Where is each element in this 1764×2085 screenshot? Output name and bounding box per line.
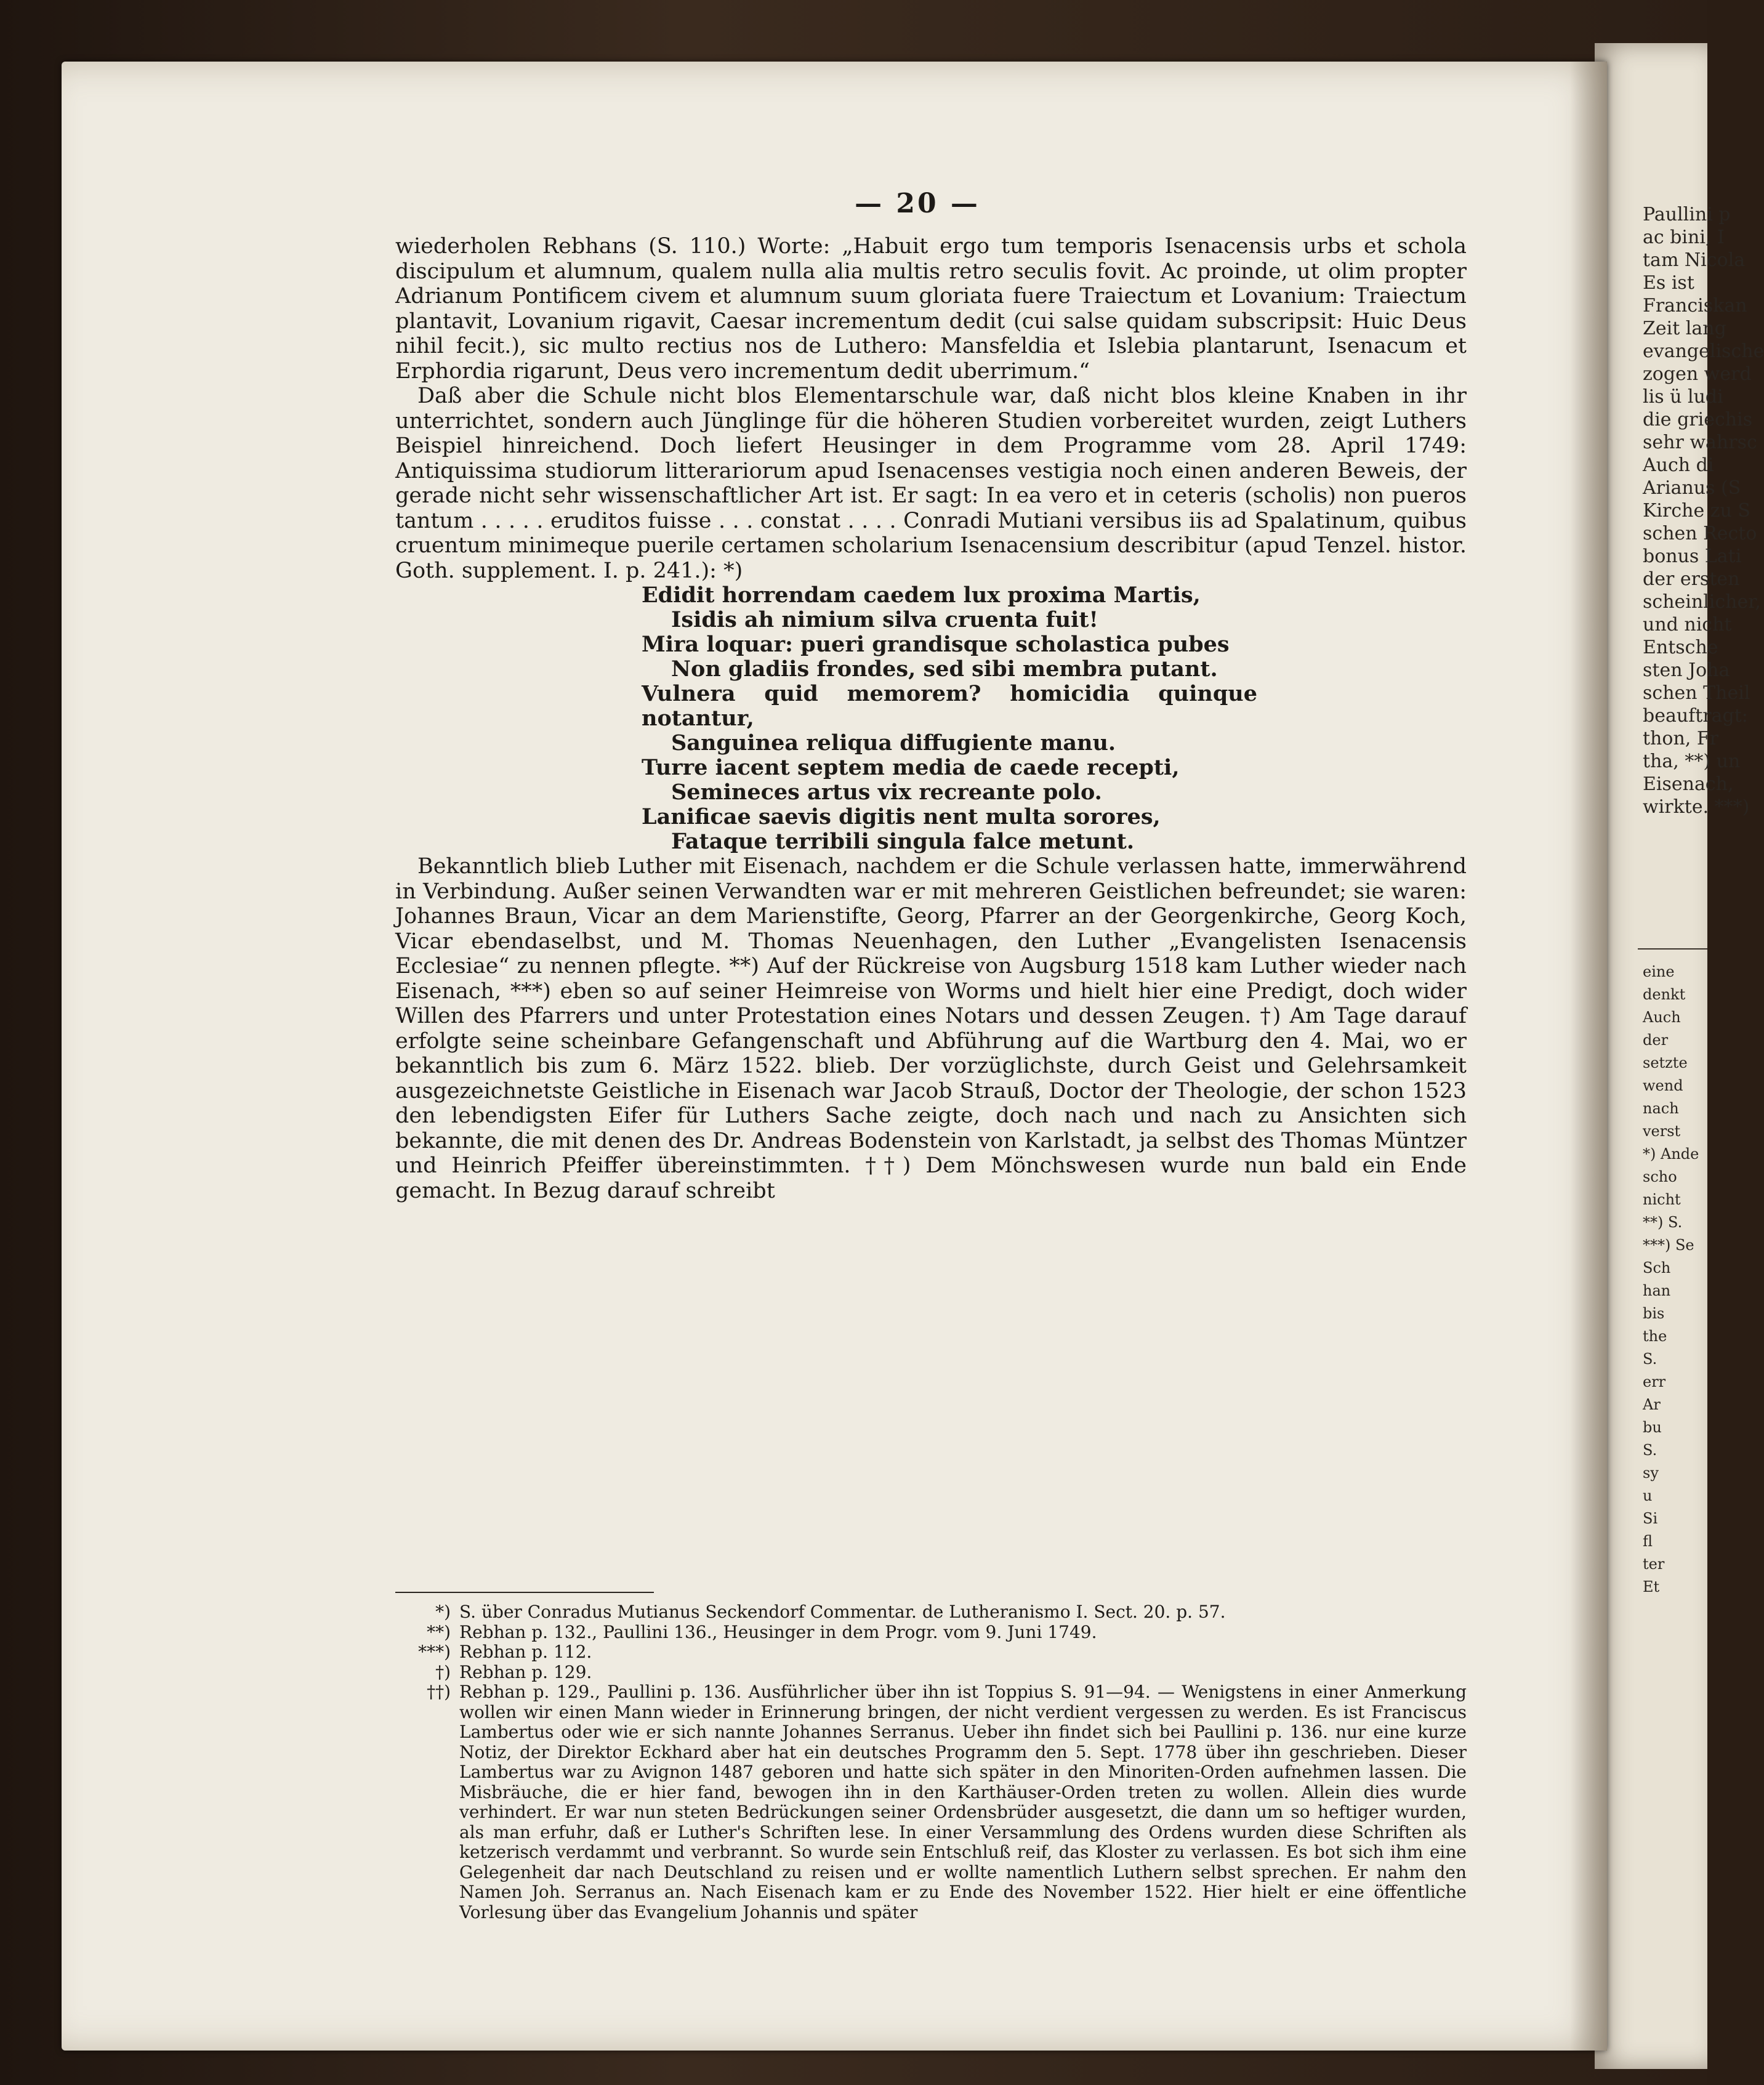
next-page-line: u	[1643, 1487, 1653, 1504]
poem-line: Sanguinea reliqua diffugiente manu.	[671, 730, 1116, 756]
next-page-line: lis ü ludi	[1643, 386, 1723, 408]
next-page-line: schen Theil	[1643, 682, 1750, 704]
next-page-line: tha, **) un	[1643, 751, 1741, 772]
next-page-line: evangelische	[1643, 341, 1764, 362]
next-page-line: fl	[1643, 1533, 1653, 1550]
poem-line: Isidis ah nimium silva cruenta fuit!	[671, 607, 1098, 632]
poem-line: Mira loquar: pueri grandisque scholastica pubes	[642, 632, 1230, 657]
poem-line: Semineces artus vix recreante polo.	[671, 780, 1102, 805]
next-page-line: sy	[1643, 1464, 1659, 1482]
next-page-line: ***) Se	[1643, 1236, 1694, 1254]
next-page-line: Es ist	[1643, 272, 1694, 294]
footnote-mark: *)	[435, 1602, 451, 1622]
footnote	[395, 1642, 1467, 1663]
poem-line: Fataque terribili singula falce metunt.	[671, 829, 1135, 854]
next-page-line: der ersten	[1643, 568, 1740, 590]
next-page-line: Zeit lang	[1643, 318, 1726, 339]
next-page-line: ter	[1643, 1555, 1665, 1573]
next-page-line: und nicht	[1643, 614, 1732, 635]
next-page-line: Arianus (S	[1643, 477, 1741, 499]
next-page-line: Sch	[1643, 1259, 1671, 1276]
footnote-text: Rebhan p. 129.	[459, 1661, 592, 1682]
next-page-line: the	[1643, 1328, 1667, 1345]
next-page-line: denkt	[1643, 986, 1686, 1003]
next-page-line: Et	[1643, 1578, 1660, 1595]
next-page-line: nicht	[1643, 1191, 1681, 1208]
next-page-line: wirkte. ***)	[1643, 796, 1750, 818]
next-page-line: tam Nicola	[1643, 249, 1746, 271]
paragraph-1: wiederholen Rebhans (S. 110.) Worte: „Habuit ergo tum temporis Isenacensis urbs et schola discipulum et alumnum, qualem nulla alia multis retro seculis fovit. Ac proinde, ut olim propter Adrianum Pontificem civem et alumnum suum gloriata fuere Traiectum et Lovanium: Traiectum plantavit, Lovanium rigavit, Caesar incrementum dedit (cui salse quidam subscripsit: Huic Deus nihil fecit.), sic multo rectius nos de Luthero: Mansfeldia et Islebia plantarunt, Isenacum et Erphordia rigarunt, Deus vero incrementum dedit uberrimum.“	[395, 234, 1467, 384]
next-page-line: eine	[1643, 963, 1675, 980]
next-page-line: *) Ande	[1643, 1145, 1699, 1163]
next-page-line: die griechis	[1643, 409, 1753, 430]
poem-line: Lanificae saevis digitis nent multa sorores,	[642, 804, 1161, 829]
next-page-line: Ar	[1643, 1396, 1661, 1413]
next-page-line: thon, Fr	[1643, 728, 1718, 749]
next-page-text	[1643, 203, 1764, 818]
next-page-line: der	[1643, 1031, 1669, 1049]
next-page-line: verst	[1643, 1123, 1681, 1140]
footnote-text: Rebhan p. 132., Paullini 136., Heusinger in dem Progr. vom 9. Juni 1749.	[459, 1621, 1097, 1642]
footnote	[395, 1682, 1467, 1922]
next-page-line: err	[1643, 1373, 1666, 1390]
next-page-line: han	[1643, 1282, 1671, 1299]
paragraph-3: Bekanntlich blieb Luther mit Eisenach, nachdem er die Schule verlassen hatte, immerwährend in Verbindung. Außer seinen Verwandten war er mit mehreren Geistlichen befreundet; sie waren: Johannes Braun, Vicar an dem Marienstifte, Georg, Pfarrer an der Georgenkirche, Georg Koch, Vicar ebendaselbst, und M. Thomas Neuenhagen, den Luther „Evangelisten Isenacensis Ecclesiae“ zu nennen pflegte. **) Auf der Rückreise von Augsburg 1518 kam Luther wieder nach Eisenach, ***) eben so auf seiner Heimreise von Worms und hielt hier eine Predigt, doch wider Willen des Pfarrers und unter Protestation eines Notars und dessen Zeugen. †) Am Tage darauf erfolgte seine scheinbare Gefangenschaft und Abführung auf die Wartburg den 4. Mai, wo er bekanntlich bis zum 6. März 1522. blieb. Der vorzüglichste, durch Geist und Gelehrsamkeit ausgezeichnetste Geistliche in Eisenach war Jacob Strauß, Doctor der Theologie, der schon 1523 den lebendigsten Eifer für Luthers Sache zeigte, doch nach und nach zu Ansichten sich bekannte, die mit denen des Dr. Andreas Bodenstein von Karlstadt, ja selbst des Thomas Müntzer und Heinrich Pfeiffer übereinstimmten. ††) Dem Mönchswesen wurde nun bald ein Ende gemacht. In Bezug darauf schreibt	[395, 854, 1467, 1203]
next-page-line: Entsche	[1643, 637, 1718, 658]
main-text	[395, 234, 1467, 1203]
next-page-line: sehr wahrsc	[1643, 432, 1757, 453]
next-page-line: zogen werd	[1643, 363, 1752, 385]
next-page-line: Auch di	[1643, 454, 1714, 476]
next-page-line: bonus Lati	[1643, 546, 1742, 567]
footnote-text: Rebhan p. 129., Paullini p. 136. Ausführlicher über ihn ist Toppius S. 91—94. — Wenigstens in einer Anmerkung wollen wir einen Mann wieder in Erinnerung bringen, der nicht verdient vergessen zu werden. Es ist Franciscus Lambertus oder wie er sich nannte Johannes Serranus. Ueber ihn findet sich bei Paullini p. 136. nur eine kurze Notiz, der Direktor Eckhard aber hat ein deutsches Programm den 5. Sept. 1778 über ihn geschrieben. Dieser Lambertus war zu Avignon 1487 geboren und hatte sich später in den Minoriten-Orden aufnehmen lassen. Die Misbräuche, die er hier fand, bewogen ihn in den Karthäuser-Orden treten zu wollen. Allein dies wurde verhindert. Er war nun steten Bedrückungen seiner Ordensbrüder ausgesetzt, die dann um so heftiger wurden, als man erfuhr, daß er Luther's Schriften lese. In einer Versammlung des Ordens wurden diese Schriften als ketzerisch verdammt und verbrannt. So wurde sein Entschluß reif, das Kloster zu verlassen. Es bot sich ihm eine Gelegenheit dar nach Deutschland zu reisen und er wollte namentlich Luthern selbst sprechen. Er nahm den Namen Joh. Serranus an. Nach Eisenach kam er zu Ende des November 1522. Hier hielt er eine öffentliche Vorlesung über das Evangelium Johannis und später	[459, 1682, 1467, 1922]
page-number: — 20 —	[855, 188, 980, 219]
footnote-text: Rebhan p. 112.	[459, 1642, 592, 1662]
poem-line: Non gladiis frondes, sed sibi membra putant.	[671, 656, 1218, 682]
next-page-line: Kirche zu S	[1643, 500, 1750, 522]
poem-line: Vulnera quid memorem? homicidia quinque notantur,	[642, 681, 1257, 731]
footnote-mark: **)	[427, 1621, 451, 1642]
poem-line: Edidit horrendam caedem lux proxima Martis,	[642, 583, 1201, 608]
footnote-text: S. über Conradus Mutianus Seckendorf Commentar. de Lutheranismo I. Sect. 20. p. 57.	[459, 1602, 1226, 1622]
paragraph-2: Daß aber die Schule nicht blos Elementarschule war, daß nicht blos kleine Knaben in ihr unterrichtet, sondern auch Jünglinge für die höheren Studien vorbereitet wurden, zeigt Luthers Beispiel hinreichend. Doch liefert Heusinger in dem Programme vom 28. April 1749: Antiquissima studiorum litterariorum apud Isenacenses vestigia noch einen anderen Beweis, der gerade nicht sehr wissenschaftlicher Art ist. Er sagt: In ea vero et in ceteris (scholis) non pueros tantum . . . . . eruditos fuisse . . . constat . . . . Conradi Mutiani versibus iis ad Spalatinum, quibus cruentum minimeque puerile certamen scholarium Isenacensium describitur (apud Tenzel. histor. Goth. supplement. I. p. 241.): *)	[395, 384, 1467, 583]
next-page-line: Paullini p	[1643, 204, 1731, 225]
next-page-line: **) S.	[1643, 1214, 1683, 1231]
footnote	[395, 1623, 1467, 1643]
next-page-rule	[1638, 948, 1707, 950]
footnote-mark: †)	[435, 1661, 451, 1682]
next-page-line: sten Joha	[1643, 659, 1730, 681]
next-page-line: scho	[1643, 1168, 1677, 1185]
footnote	[395, 1663, 1467, 1683]
next-page-line: bis	[1643, 1305, 1665, 1322]
footnote	[395, 1602, 1467, 1623]
footnote-mark: ***)	[418, 1642, 451, 1662]
next-page-line: ac bini, I	[1643, 227, 1725, 248]
next-page-footnotes	[1643, 961, 1704, 1599]
next-page-line: S.	[1643, 1350, 1657, 1368]
next-page-line: Si	[1643, 1510, 1658, 1527]
footnote-mark: ††)	[427, 1682, 451, 1702]
next-page-line: Auch	[1643, 1009, 1681, 1026]
next-page-line: bu	[1643, 1419, 1662, 1436]
next-page-line: setzte	[1643, 1054, 1688, 1071]
footnote-rule	[395, 1592, 654, 1593]
next-page-line: nach	[1643, 1100, 1679, 1117]
poem-line: Turre iacent septem media de caede recepti,	[642, 755, 1180, 780]
next-page-line: Franciskan	[1643, 295, 1747, 317]
next-page-line: schen Recto	[1643, 523, 1757, 544]
next-page-line: wend	[1643, 1077, 1683, 1094]
next-page-line: Eisenach,	[1643, 773, 1734, 795]
next-page-line: scheinlicher,	[1643, 591, 1761, 613]
latin-poem	[642, 583, 1257, 854]
next-page-line: S.	[1643, 1442, 1657, 1459]
next-page-line: beauftragt:	[1643, 705, 1748, 727]
footnotes	[395, 1602, 1467, 1922]
